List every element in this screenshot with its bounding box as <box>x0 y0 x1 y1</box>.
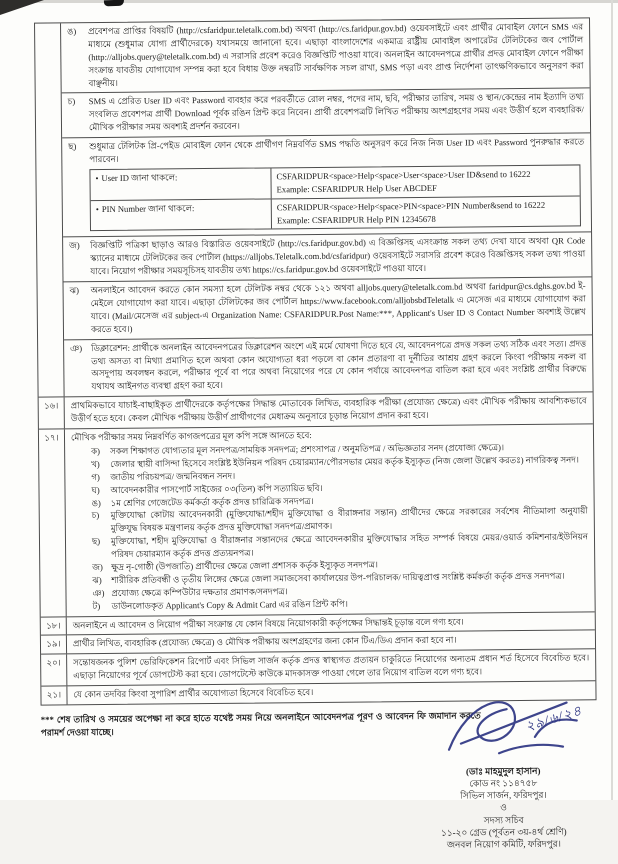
sms-format: CSFARIDPUR<space>Help<space>PIN<space>PIN Number&send to 16222 <box>276 199 546 213</box>
advice-note: *** শেষ তারিখ ও সময়ের অপেক্ষা না করে হাতে যথেষ্ট সময় নিয়ে অনলাইনে আবেদনপত্র পূরণ ও আবেদন ফি জমাদান করতে পরামর্শ দেওয়া যাচ্ছে। <box>40 710 481 738</box>
sms-help-row-pin <box>91 195 580 230</box>
list-item-text: ক্ষুদ্র নৃ-গোষ্ঠী (উপজাতি) প্রার্থীদের ক্ষেত্রে জেলা প্রশাসক কর্তৃক ইস্যুকৃত সনদপত্র। <box>111 559 378 572</box>
signatory-title-2: সদস্য সচিব <box>483 814 524 825</box>
list-item-text: ডাউনলোডকৃত Applicant's Copy & Admit Card এর রঙিন প্রিন্ট কপি। <box>111 598 348 611</box>
continuation-number-cell <box>35 23 65 396</box>
clause-number: ১৮। <box>41 617 67 635</box>
clause-text-wrap <box>65 424 595 616</box>
list-item-label: ঙ) <box>91 497 101 508</box>
sms-example: Example: CSFARIDPUR Help User ABCDEF <box>276 182 437 195</box>
row-label: ঞ) <box>70 342 83 354</box>
sms-help-label: PIN Number জানা থাকলে: <box>101 202 195 214</box>
row-text-wrap <box>89 136 585 234</box>
row-text: SMS এ প্রেরিত User ID এবং Password ব্যবহার করে পরবর্তীতে রোল নম্বর, পদের নাম, ছবি, পরীক্ষার তারিখ, সময় ও স্থান/কেন্দ্রের নাম ইত্যাদি তথ্য সংবলিত প্রবেশপত্র প্রার্থী Download পূর্বক রঙিন প্রিন্ট করে নিবেন। প্রার্থী প্রবেশপত্রটি লিখিত পরীক্ষায় অংশগ্রহণের সময় এবং উত্তীর্ণ হলে ব্যবহারিক/মৌখিক পরীক্ষার সময় অবশ্যই প্রদর্শন করবেন। <box>88 91 584 133</box>
clause-text: প্রার্থীর লিখিত, ব্যবহারিক (প্রযোজ্য ক্ষেত্রে) ও মৌখিক পরীক্ষায় অংশগ্রহণের জন্য কোন টিএ/ডিএ প্রদান করা হবে না। <box>72 635 457 649</box>
lettered-section <box>35 18 593 397</box>
list-item-text: জাতীয় পরিচয়পত্র/ জন্মনিবন্ধন সনদ। <box>110 470 236 482</box>
clause-17-document-list <box>71 440 589 613</box>
handwritten-signature-icon <box>438 686 589 767</box>
row-text: বিজ্ঞপ্তিটি পত্রিকা ছাড়াও আরও বিস্তারিত ওয়েবসাইটে (http://cs.faridpur.gov.bd) এ বিজ্ঞপ্তিসহ এসংক্রান্ত সকল তথ্য দেখা যাবে অথবা QR Code স্ক্যানের মাধ্যমে টেলিটকের জব পোর্টাল (https://alljobs.Teletalk.com.bd/csfaridpur) ওয়েবসাইটে সরাসরি প্রবেশ করেও বিজ্ঞপ্তিসহ সকল তথ্য পাওয়া যাবে। নিয়োগ পরীক্ষার সময়সূচিসহ যাবতীয় তথ্য https://cs.faridpur.gov.bd ওয়েবসাইটে পাওয়া যাবে। <box>90 235 586 277</box>
list-item-label: ক) <box>91 445 101 457</box>
list-item-label: ট) <box>92 600 101 611</box>
table-row-20 <box>41 649 595 686</box>
row-text: ডিক্লারেশন: প্রার্থীকে অনলাইন আবেদনপত্রের ডিক্লারেশন অংশে এই মর্মে ঘোষণা দিতে হবে যে, আবেদনপত্রে প্রদত্ত সকল তথ্য সঠিক এবং সত্য। প্রদত্ত তথ্য অসত্য বা মিথ্যা প্রমাণিত হলে অথবা কোন অযোগ্যতা ধরা পড়লে বা কোন প্রতারণা বা দুর্নীতির আশ্রয় গ্রহণ করলে কিংবা পরীক্ষায় নকল বা অসদুপায় অবলম্বন করলে, পরীক্ষার পূর্বে বা পরে অথবা নিয়োগের পরে যে কোন পর্যায়ে আবেদনপত্র বাতিল করা হবে এবং সংশ্লিষ্ট প্রার্থীর বিরুদ্ধে যথাযথ আইনগত ব্যবস্থা গ্রহণ করা হবে। <box>91 338 587 392</box>
table-row-cha <box>62 88 590 138</box>
sms-format: CSFARIDPUR<space>Help<space>User<space>User ID&send to 16222 <box>276 168 531 182</box>
list-item-text: মুক্তিযোদ্ধা, শহীদ মুক্তিযোদ্ধা ও বীরাঙ্গনার সন্তানদের ক্ষেত্রে আবেদনকারীর মুক্তিযোদ্ধার সহিত সম্পর্ক বিষয়ে মেয়র/ওয়ার্ড কমিশনার/ইউনিয়ন পরিষদ চেয়ারম্যান কর্তৃক প্রদত্ত প্রত্যয়নপত্র। <box>110 531 589 560</box>
list-item-label: জ) <box>92 561 103 573</box>
list-item-text: ১ম শ্রেণির গেজেটেড কর্মকর্তা কর্তৃক প্রদত্ত চারিত্রিক সনদপত্র। <box>110 495 314 508</box>
list-item-label: গ) <box>91 471 100 482</box>
scan-corner-artifact <box>0 0 44 15</box>
list-item-text: সকল শিক্ষাগত যোগ্যতার মূল সনদপত্র/সাময়িক সনদপত্র; প্রশংসাপত্র / অনুমতিপত্র / অভিজ্ঞতার সনদ (প্রযোজ্য ক্ষেত্রে)। <box>110 442 505 456</box>
sms-help-label-cell <box>91 199 272 231</box>
signatory-grade: ১১-২০ গ্রেড (পূর্বতন ৩য়-৪র্থ শ্রেণি) <box>440 826 567 838</box>
table-row-16 <box>39 392 593 429</box>
list-item-label: ঝ) <box>92 574 102 585</box>
list-item-label: খ) <box>91 458 100 469</box>
sms-help-label-cell <box>90 168 271 200</box>
signatory-name: (ডাঃ মাহমুদুল হাসান) <box>465 765 541 777</box>
table-row-nya-declaration <box>64 334 593 397</box>
list-item-text: শারীরিক প্রতিবন্ধী ও তৃতীয় লিঙ্গের ক্ষেত্রে জেলা সমাজসেবা কার্যালয়ের উপ-পরিচালক/ দায়িত্বপ্রাপ্ত সংশ্লিষ্ট কর্মকর্তা কর্তৃক প্রদত্ত সনদপত্র। <box>111 570 565 585</box>
document-content <box>34 17 598 863</box>
sms-example: Example: CSFARIDPUR Help PIN 12345678 <box>276 213 436 225</box>
sms-help-format-cell <box>272 196 580 229</box>
clause-17-header: মৌখিক পরীক্ষার সময় নিম্নবর্ণিত কাগজপত্রের মূল কপি সঙ্গে আনতে হবে: <box>70 430 312 443</box>
list-item-label: ছ) <box>91 536 101 547</box>
list-item-text: জেলার স্থায়ী বাসিন্দা হিসেবে সংশ্লিষ্ট ইউনিয়ন পরিষদ চেয়ারম্যান/পৌরসভার মেয়র কর্তৃক ইস্যুকৃত (নিজ জেলা উল্লেখ করতঃ) নাগরিকত্ব সনদ। <box>110 454 579 469</box>
signature-area <box>406 686 598 858</box>
clause-text: যে কোন তদবির কিংবা সুপারিশ প্রার্থীর অযোগ্যতা হিসেবে বিবেচিত হবে। <box>73 687 314 700</box>
row-text: অনলাইনে আবেদন করতে কোন সমস্যা হলে টেলিটক নম্বর থেকে ১২১ অথবা alljobs.query@teletalk.com.bd অথবা faridpur@cs.dghs.gov.bd ই-মেইলে যোগাযোগ করা যাবে। এছাড়া টেলিটকের জব পোর্টাল https://www.facebook.com/alljobsbdTeletalk এ মেসেজ এর মাধ্যমে যোগাযোগ করা যাবে। (Mail/মেসেজ এর subject-এ Organization Name: CSFARIDPUR.Post Name:***, Applicant's User ID ও Contact Number অবশ্যই উল্লেখ করতে হবে।) <box>90 280 586 334</box>
sms-help-label: User ID জানা থাকলে: <box>101 172 178 183</box>
scan-right-edge-shadow <box>611 0 613 800</box>
list-item-text: আবেদনকারীর পাসপোর্ট সাইজের ০৩(তিন) কপি সত্যায়িত ছবি। <box>110 482 323 495</box>
row-label: ঝ) <box>69 285 80 296</box>
list-item-label: চ) <box>91 510 100 521</box>
sms-help-format-cell <box>271 165 579 198</box>
lettered-rows <box>61 18 593 396</box>
handwritten-date: ২৯/৬/২৪ <box>523 702 584 734</box>
scan-edge-artifact <box>0 0 618 3</box>
table-row-chha-sms <box>62 132 591 236</box>
signatory-and: ও <box>500 802 507 813</box>
row-label: ঙ) <box>67 26 77 37</box>
clause-number: ২১। <box>41 686 67 704</box>
instructions-table <box>34 17 597 705</box>
row-label: জ) <box>69 240 80 251</box>
clause-number: ২০। <box>41 655 67 686</box>
signatory-block <box>413 764 594 851</box>
document-footer <box>40 702 598 863</box>
list-item-text: মুক্তিযোদ্ধা কোটায় আবেদনকারী (মুক্তিযোদ্ধা/শহীদ মুক্তিযোদ্ধা ও বীরাঙ্গনার সন্তান) প্রার্থীদের ক্ষেত্রে সরকারের সর্বশেষ নীতিমালা অনুযায়ী মুক্তিযুদ্ধ বিষয়ক মন্ত্রণালয় কর্তৃক প্রদত্ত মুক্তিযোদ্ধা সনদপত্র/প্রমাণক। <box>110 505 588 534</box>
clause-number: ১৯। <box>41 636 67 654</box>
table-row-ja <box>63 232 591 282</box>
clause-text: প্রাথমিকভাবে যাচাই-বাছাইকৃত প্রার্থীদেরকে কর্তৃপক্ষের সিদ্ধান্ত মোতাবেক লিখিত, ব্যবহারিক পরীক্ষা (প্রযোজ্য ক্ষেত্রে) এবং মৌখিক পরীক্ষায় আবশ্যিকভাবে উত্তীর্ণ হতে হবে। কেবল মৌখিক পরীক্ষায় উত্তীর্ণ প্রার্থীগণের মেধাক্রম অনুসারে চূড়ান্ত নিয়োগ প্রদান করা হবে। <box>70 395 587 424</box>
scan-ink-blob <box>104 0 124 6</box>
sms-help-row-userid <box>90 165 579 199</box>
table-row-jha <box>63 276 592 339</box>
table-row-17 <box>39 423 595 616</box>
clause-number: ১৬। <box>39 398 65 429</box>
clause-text: সন্তোষজনক পুলিশ ভেরিফিকেশন রিপোর্ট এবং সিভিল সার্জন কর্তৃক প্রদত্ত স্বাস্থ্যগত প্রত্যয়ন চাকুরিতে নিয়োগের অন্যতম প্রধান শর্ত হিসেবে বিবেচিত হবে। এছাড়া নিয়োগের পূর্বে ডোপটেস্ট করা হবে। ডোপটেস্টে কাউকে মাদকাসক্ত পাওয়া গেলে তার নিয়োগ বাতিল বলে গণ্য হবে। <box>73 652 590 681</box>
signatory-code: কোড নং ১১৪৭৫৮ <box>469 777 538 789</box>
list-item-label: ঞ) <box>92 587 105 598</box>
row-text: শুধুমাত্র টেলিটক প্রি-পেইড মোবাইল ফোন থেকে প্রার্থীগণ নিম্নবর্ণিত SMS পদ্ধতি অনুসরণ করে নিজ নিজ User ID এবং Password পুনরুদ্ধার করতে পারবেন। <box>89 136 585 165</box>
list-item-label: ঘ) <box>91 484 100 495</box>
row-text: প্রবেশপত্র প্রাপ্তির বিষয়টি (http://csfaridpur.teletalk.com.bd) অথবা (http://cs.faridpur.gov.bd) ওয়েবসাইটে এবং প্রার্থীর মোবাইল ফোনে SMS এর মাধ্যমে (শুধুমাত্র যোগ্য প্রার্থীদেরকে) যথাসময়ে জানানো হবে। এছাড়া বাংলাদেশের একমাত্র রাষ্ট্রীয় মোবাইল অপারেটর টেলিটকের জব পোর্টাল (http://alljobs.query@teletalk.com.bd) এ সরাসরি প্রবেশ করেও বিজ্ঞপ্তিটি পাওয়া যাবে। অনলাইন আবেদনপত্রে প্রার্থীর প্রদত্ত মোবাইল ফোনে পরীক্ষা সংক্রান্ত যাবতীয় যোগাযোগ সম্পন্ন করা হবে বিধায় উক্ত নম্বরটি সার্বক্ষণিক সচল রাখা, SMS পড়া এবং প্রাপ্ত নির্দেশনা তাৎক্ষণিকভাবে অনুসরণ করা বাঞ্ছনীয়। <box>88 21 584 88</box>
signatory-committee: জনবল নিয়োগ কমিটি, ফরিদপুর। <box>446 838 561 850</box>
bullet-icon: • <box>95 172 99 183</box>
sms-help-table <box>89 164 581 231</box>
signatory-title: সিভিল সার্জন, ফরিদপুর। <box>460 790 547 801</box>
clause-text: অনলাইনে এ আবেদন ও নিয়োগ পরীক্ষা সংক্রান্ত যে কোন বিষয়ে নিয়োগকারী কর্তৃপক্ষের সিদ্ধান্তই চূড়ান্ত বলে গণ্য হবে। <box>72 616 464 630</box>
table-row-unga <box>61 18 590 93</box>
row-label: ছ) <box>68 141 77 152</box>
row-label: চ) <box>67 96 76 107</box>
bullet-icon: • <box>95 203 99 214</box>
clause-number: ১৭। <box>39 429 67 616</box>
list-item-text: প্রযোজ্য ক্ষেত্রে কম্পিউটার দক্ষতার প্রমাণক/সনদপত্র। <box>111 585 288 598</box>
